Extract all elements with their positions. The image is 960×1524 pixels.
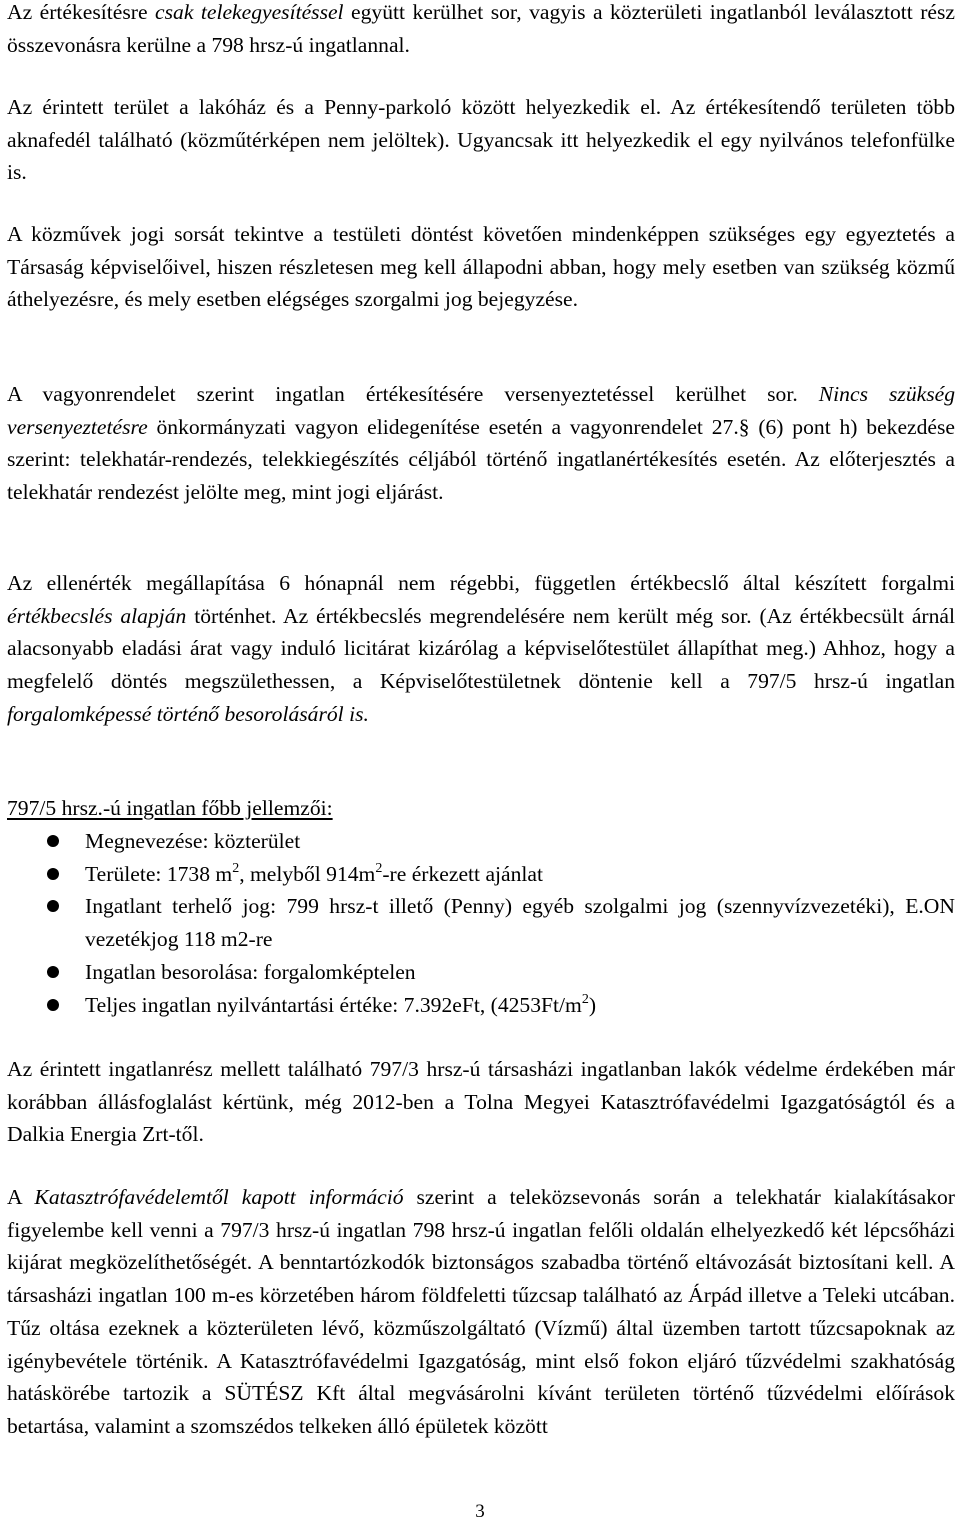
bullet-icon <box>47 966 59 978</box>
text-run: Az értékesítésre <box>7 0 156 24</box>
list-item: Ingatlan besorolása: forgalomképtelen <box>0 956 955 989</box>
italic-text: Katasztrófavédelemtől kapott információ <box>34 1185 404 1209</box>
paragraph-residents-protection: Az érintett ingatlanrész mellett található 797/3 hrsz-ú társasházi ingatlanban lakók védelme érdekében már korábban állásfoglalást kértünk, még 2012-ben a Tolna Megyei Katasztrófavédelmi Igazgatóságtól és a Dalkia Energia Zrt-től. <box>7 1057 955 1147</box>
paragraph-property-decree <box>7 378 955 509</box>
text-run: A vagyonrendelet szerint ingatlan értékesítésére versenyeztetéssel kerülhet sor. <box>7 382 819 406</box>
list-item: Teljes ingatlan nyilvántartási értéke: 7.392eFt, $(4253Ft/m^2)$ <box>0 989 955 1022</box>
bullet-icon <box>47 835 59 847</box>
paragraph-valuation <box>7 567 955 731</box>
text-run: együtt kerülhet sor, vagyis a közterületi ingatlanból leválasztott rész összevonásra kerülne a 798 hrsz-ú ingatlannal. <box>7 0 955 57</box>
italic-text: forgalomképessé történő besorolásáról is. <box>7 701 369 726</box>
text-run: A <box>7 1185 35 1209</box>
property-characteristics-list <box>0 825 955 1021</box>
text-run: önkormányzati vagyon elidegenítése esetén a vagyonrendelet 27.§ (6) pont h) bekezdése szerint: telekhatár-rendezés, telekkiegészítés céljából történő ingatlanértékesítés esetén. Az előterjesztés a telekhatár rendezést jelölte meg, mint jogi eljárást. <box>7 414 955 505</box>
paragraph-disaster-management <box>7 1181 955 1443</box>
paragraph-land-consolidation <box>7 0 955 61</box>
list-item: Megnevezése: közterület <box>0 825 955 858</box>
list-item: Területe: 1738 $m^2$, melyből $914m^2-re$ érkezett ajánlat <box>0 858 955 891</box>
bullet-icon <box>47 900 59 912</box>
text-run: szerint a teleközsevonás során a telekhatár kialakításakor figyelembe kell venni a 797/3 hrsz-ú ingatlan 798 hrsz-ú ingatlan felőli oldalán elhelyezkedő két lépcsőházi kijárat megközelíthetőségét. A benntartózkodók biztonságos szabadba történő eltávozását biztosítani kell. A társasházi ingatlan 100 m-es körzetében három földfeletti tűzcsap található az Árpád illetve a Teleki utcában. Tűz oltása ezeknek a közterületen lévő, közműszolgáltató (Vízmű) által üzemben tartott tűzcsapoknak az igénybevétele történik. A Katasztrófavédelmi Igazgatóság, mint első fokon eljáró tűzvédelmi szakhatóság hatáskörébe tartozik a SÜTÉSZ Kft által megvásárolni kívánt területen történő tűzvédelmi előírások betartása, valamint a szomszédos telkeken álló épületek között <box>7 1185 955 1438</box>
section-heading: 797/5 hrsz.-ú ingatlan főbb jellemzői: <box>7 796 333 820</box>
italic-text: Nincs szükség versenyeztetésre <box>7 382 955 439</box>
bullet-icon <box>47 999 59 1011</box>
bullet-icon <box>47 868 59 880</box>
paragraph-utilities: A közművek jogi sorsát tekintve a testületi döntést követően mindenképpen szükséges egy egyeztetés a Társaság képviselőivel, hiszen részletesen meg kell állapodni abban, hogy mely esetben van szükség közmű áthelyezésre, és mely esetben elégséges szorgalmi jog bejegyzése. <box>7 222 955 312</box>
list-item: Ingatlant terhelő jog: 799 hrsz-t illető (Penny) egyéb szolgalmi jog (szennyvízvezetéki), E.ON vezetékjog 118 m2-re <box>0 890 955 955</box>
italic-text: értékbecslés alapján <box>7 603 187 628</box>
text-run: Az ellenérték megállapítása 6 hónapnál nem régebbi, független értékbecslő által készített forgalmi <box>7 571 955 595</box>
text-run: történhet. Az értékbecslés megrendelésére nem került még sor. (Az értékbecsült árnál alacsonyabb eladási árat vagy induló licitárat kizárólag a képviselőtestület állapíthat meg.) Ahhoz, hogy a megfelelő döntés megszülethessen, a Képviselőtestületnek döntenie kell a 797/5 hrsz-ú ingatlan <box>7 603 955 694</box>
page-number: 3 <box>475 1501 485 1522</box>
italic-text: csak telekegyesítéssel <box>155 0 344 24</box>
paragraph-affected-area: Az érintett terület a lakóház és a Penny-parkoló között helyezkedik el. Az értékesítendő területen több aknafedél található (közműtérképen nem jelöltek). Ugyancsak itt helyezkedik el egy nyilvános telefonfülke is. <box>7 95 955 185</box>
